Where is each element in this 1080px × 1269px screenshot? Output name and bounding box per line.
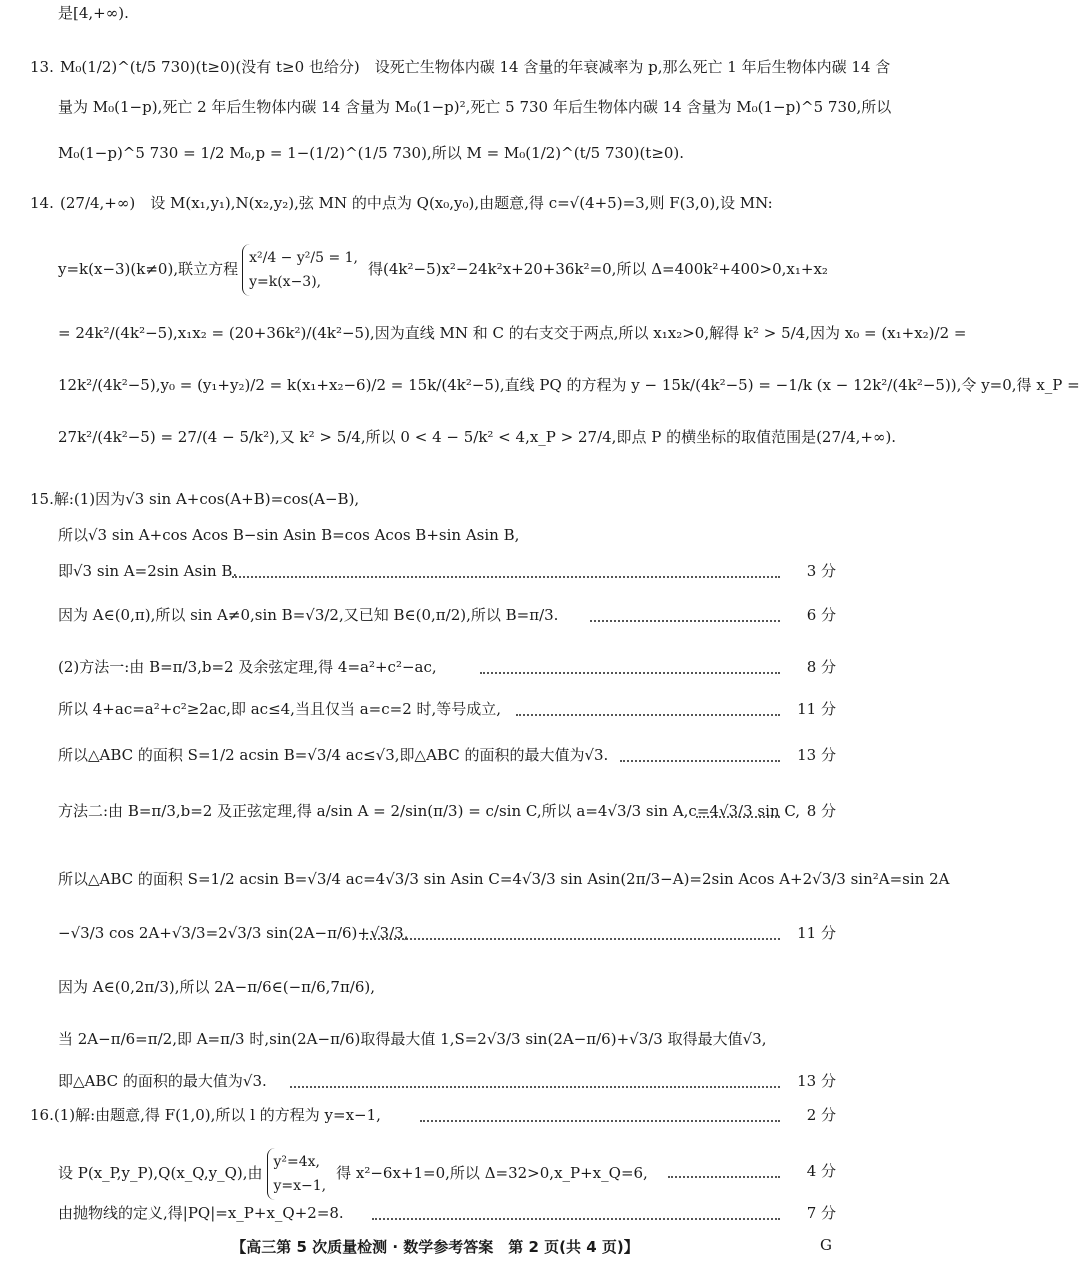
q15-line-7: 所以△ABC 的面积 S=1/2 acsin B=√3/4 ac≤√3,即△ABC 的面积的最大值为√3.: [58, 746, 609, 764]
q13-number: 13.: [30, 58, 54, 76]
q14-line-4: 12k²/(4k²−5),y₀ = (y₁+y₂)/2 = k(x₁+x₂−6)/2 = 15k/(4k²−5),直线 PQ 的方程为 y − 15k/(4k²−5) = −1/k (x − 12k²/(4k²−5)),令 y=0,得 x_P =: [58, 376, 1080, 394]
q15-line-9: 所以△ABC 的面积 S=1/2 acsin B=√3/4 ac=4√3/3 sin Asin C=4√3/3 sin Asin(2π/3−A)=2sin Acos A+2√3/3 sin²A=sin 2A: [58, 870, 950, 888]
q14-line-2: [58, 244, 828, 296]
score-badge: 8 分: [806, 658, 836, 676]
q15-line-6: 所以 4+ac=a²+c²≥2ac,即 ac≤4,当且仅当 a=c=2 时,等号成立,: [58, 700, 502, 718]
score-badge: 3 分: [806, 562, 836, 580]
q14-line-2-prefix: y=k(x−3)(k≠0),联立方程: [58, 260, 239, 278]
leader-dots: [620, 760, 780, 762]
q14-line-2-suffix: 得(4k²−5)x²−24k²x+20+36k²=0,所以 Δ=400k²+400>0,x₁+x₂: [368, 260, 828, 278]
score-badge: 4 分: [806, 1162, 836, 1180]
q15-line-10: −√3/3 cos 2A+√3/3=2√3/3 sin(2A−π/6)+√3/3,: [58, 924, 409, 942]
q14-line-1: (27/4,+∞) 设 M(x₁,y₁),N(x₂,y₂),弦 MN 的中点为 Q(x₀,y₀),由题意,得 c=√(4+5)=3,则 F(3,0),设 MN:: [60, 194, 773, 212]
q13-line-1: M₀(1/2)^(t/5 730)(t≥0)(没有 t≥0 也给分) 设死亡生物体内碳 14 含量的年衰减率为 p,那么死亡 1 年后生物体内碳 14 含: [60, 58, 891, 76]
leader-dots: [420, 1120, 780, 1122]
leader-dots: [480, 672, 780, 674]
line-continuation: 是[4,+∞).: [58, 4, 129, 22]
q14-number: 14.: [30, 194, 54, 212]
score-badge: 11 分: [797, 924, 836, 942]
leader-dots: [232, 576, 780, 578]
leader-dots: [362, 938, 780, 940]
q15-line-3: 即√3 sin A=2sin Asin B.: [58, 562, 238, 580]
q14-system-eq-1: x²/4 − y²/5 = 1,: [249, 250, 358, 266]
q14-line-3: = 24k²/(4k²−5),x₁x₂ = (20+36k²)/(4k²−5),因为直线 MN 和 C 的右支交于两点,所以 x₁x₂>0,解得 k² > 5/4,因为 x₀ = (x₁+x₂)/2 =: [58, 324, 967, 342]
q16-equation-system: [267, 1148, 333, 1200]
q16-system-eq-1: y²=4x,: [273, 1154, 321, 1170]
q16-line-3: 由抛物线的定义,得|PQ|=x_P+x_Q+2=8.: [58, 1204, 344, 1222]
score-badge: 2 分: [806, 1106, 836, 1124]
leader-dots: [590, 620, 780, 622]
q15-line-11: 因为 A∈(0,2π/3),所以 2A−π/6∈(−π/6,7π/6),: [58, 978, 376, 996]
score-badge: 6 分: [806, 606, 836, 624]
score-badge: 13 分: [797, 1072, 836, 1090]
q16-line-2-prefix: 设 P(x_P,y_P),Q(x_Q,y_Q),由: [58, 1164, 263, 1182]
q15-line-4: 因为 A∈(0,π),所以 sin A≠0,sin B=√3/2,又已知 B∈(0,π/2),所以 B=π/3.: [58, 606, 559, 624]
leader-dots: [696, 816, 780, 818]
leader-dots: [516, 714, 780, 716]
q15-line-8: 方法二:由 B=π/3,b=2 及正弦定理,得 a/sin A = 2/sin(π/3) = c/sin C,所以 a=4√3/3 sin A,c=4√3/3 sin C,: [58, 802, 801, 820]
q14-line-5: 27k²/(4k²−5) = 27/(4 − 5/k²),又 k² > 5/4,所以 0 < 4 − 5/k² < 4,x_P > 27/4,即点 P 的横坐标的取值范围是(27/4,+∞).: [58, 428, 897, 446]
page-footer: 【高三第 5 次质量检测 · 数学参考答案 第 2 页(共 4 页)】: [231, 1238, 639, 1256]
version-mark: G: [820, 1236, 832, 1254]
score-badge: 11 分: [797, 700, 836, 718]
q15-line-12: 当 2A−π/6=π/2,即 A=π/3 时,sin(2A−π/6)取得最大值 1,S=2√3/3 sin(2A−π/6)+√3/3 取得最大值√3,: [58, 1030, 767, 1048]
q15-line-1: 15.解:(1)因为√3 sin A+cos(A+B)=cos(A−B),: [30, 490, 360, 508]
leader-dots: [372, 1218, 780, 1220]
score-badge: 7 分: [806, 1204, 836, 1222]
leader-dots: [290, 1086, 780, 1088]
leader-dots: [668, 1176, 780, 1178]
score-badge: 8 分: [806, 802, 836, 820]
q15-line-5: (2)方法一:由 B=π/3,b=2 及余弦定理,得 4=a²+c²−ac,: [58, 658, 437, 676]
q16-line-2-suffix: 得 x²−6x+1=0,所以 Δ=32>0,x_P+x_Q=6,: [336, 1164, 648, 1182]
q16-line-2: [58, 1148, 648, 1200]
q13-line-3: M₀(1−p)^5 730 = 1/2 M₀,p = 1−(1/2)^(1/5 730),所以 M = M₀(1/2)^(t/5 730)(t≥0).: [58, 144, 685, 162]
score-badge: 13 分: [797, 746, 836, 764]
q14-equation-system: [242, 244, 364, 296]
q14-system-eq-2: y=k(x−3),: [249, 274, 322, 290]
q15-line-2: 所以√3 sin A+cos Acos B−sin Asin B=cos Acos B+sin Asin B,: [58, 526, 520, 544]
q16-system-eq-2: y=x−1,: [273, 1178, 327, 1194]
q13-line-2: 量为 M₀(1−p),死亡 2 年后生物体内碳 14 含量为 M₀(1−p)²,死亡 5 730 年后生物体内碳 14 含量为 M₀(1−p)^5 730,所以: [58, 98, 892, 116]
q15-line-13: 即△ABC 的面积的最大值为√3.: [58, 1072, 267, 1090]
q16-line-1: 16.(1)解:由题意,得 F(1,0),所以 l 的方程为 y=x−1,: [30, 1106, 381, 1124]
